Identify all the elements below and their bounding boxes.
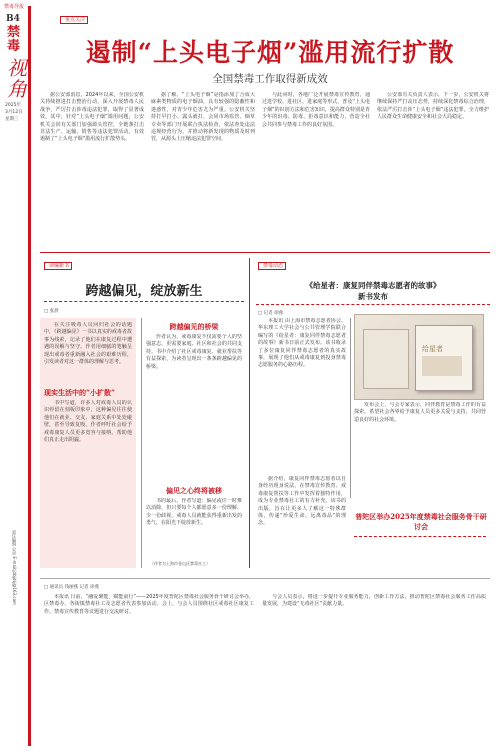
left-para-3: 书的最后，作者写道：偏见或许一时难以消除，但只要每个人都愿意多一份理解、少一份歧视，戒毒人员就能获得重新出发的勇气，在阳光下绽放新生。 bbox=[146, 498, 242, 527]
issue-date bbox=[5, 102, 23, 123]
top-section-tag: 重点关注 bbox=[65, 17, 86, 23]
headline: 遏制“上头电子烟”滥用流行扩散 bbox=[85, 38, 455, 67]
right-byline: □ 记者 徐燕 bbox=[258, 311, 284, 316]
top-article-col2: 据了解，“上头电子烟”是指添加了合成大麻素类物质的电子烟油，具有较强的隐蔽性和迷惑性，对青少年危害尤为严重。公安机关坚持打早打小、露头就打，会同市场监管、烟草专卖等部门开展联合执法检查，依法查处违法违规经营行为，并推动将新发现的物质及时列管，从源头上压缩违法犯罪空间。 bbox=[151, 92, 255, 143]
date-weekday: 星期三 bbox=[5, 117, 19, 122]
date-day: 3月12日 bbox=[5, 110, 23, 115]
left-para-2: 作者认为，戒毒康复不仅需要个人的坚强意志，更需要家庭、社区和社会的共同支持。书中介绍了社区戒毒康复、就业帮扶等有益探索，为读者呈现出一条条跨越偏见的桥梁。 bbox=[146, 334, 242, 370]
book-cover-title: 给星者 bbox=[422, 345, 443, 353]
right-title-rule bbox=[256, 304, 490, 305]
top-article-col3: 与此同时，各地广泛开展禁毒宣传教育，通过进学校、进社区、进家庭等形式，普及“上头电子烟”的识别方法和危害知识，提高群众特别是青少年的识毒、防毒、拒毒意识和能力，营造全社会共同参与禁毒工作的良好氛围。 bbox=[262, 92, 370, 128]
left-subsection-1: 现实生活中的“小扩散” bbox=[44, 388, 116, 397]
left-subsection-3: 偏见之心终将被移 bbox=[166, 486, 222, 495]
left-rail bbox=[0, 0, 34, 751]
right-article-title: 《给星者：康复同伴禁毒志愿者的故事》 bbox=[305, 281, 441, 290]
right-para-1: 本报讯 由上海市禁毒志愿者协会、华东理工大学社会与公共管理学院联合编写的《给星者：康复同伴禁毒志愿者的故事》新书日前正式发布。该书收录了多位康复同伴禁毒志愿者的真实故事，展现了他们从戒毒康复到投身禁毒志愿服务的心路历程。 bbox=[258, 318, 346, 369]
subheadline: 全国禁毒工作取得新成效 bbox=[212, 73, 328, 85]
section-title-bottom: 视角 bbox=[7, 56, 27, 101]
left-byline: □ 张晨 bbox=[44, 309, 59, 314]
bottom-divider bbox=[40, 578, 490, 579]
left-title-rule bbox=[44, 301, 244, 302]
right-sub-rule bbox=[354, 536, 486, 537]
right-section-tag: 禁毒动态 bbox=[263, 263, 284, 269]
right-para-4: 本报讯 日前，“融爱聚能，赋能前行”——2025年度普陀区禁毒社会服务骨干研讨会举办，区禁毒办、各街镇禁毒社工及志愿者代表参加活动。会上，与会人员围绕社区戒毒社区康复工作、禁毒宣传教育等议题进行交流研讨。 bbox=[44, 594, 254, 615]
left-source: （作者为上海市金山区禁毒社工） bbox=[150, 561, 210, 566]
right-col-divider bbox=[350, 318, 351, 498]
left-intro: 在关注吸毒人员回归社会的话题中，《跨越偏见》一书以真实的戒毒者故事为线索，记录了他们在康复过程中遭遇的误解与坚守。作者用细腻的笔触呈现出戒毒者重新融入社会的艰难历程，引发读者对这一群体的理解与思考。 bbox=[44, 322, 132, 366]
paper-name: 禁毒导报 bbox=[4, 4, 25, 10]
page-number: B4 bbox=[6, 14, 20, 24]
date-year: 2025年 bbox=[5, 103, 21, 108]
editor-credit: 责任编辑 吴卓 E-mail:jdbjdsj@163.com bbox=[12, 530, 17, 605]
right-para-2: 据介绍，康复同伴禁毒志愿者以自身经历现身说法，在禁毒宣传教育、戒毒康复帮扶等工作中发挥着独特作用，成为专业禁毒社工的有力补充。该书的出版，旨在让更多人了解这一特殊群体，传递“珍爱生命、远离毒品”的理念。 bbox=[258, 476, 346, 527]
left-subsection-2: 跨越偏见的桥梁 bbox=[169, 322, 219, 331]
right-para-5: 与会人员表示，将进一步提升专业服务能力，创新工作方法，推动普陀区禁毒社会服务工作高质量发展，为建设“无毒社区”贡献力量。 bbox=[262, 594, 486, 608]
rail-divider bbox=[28, 6, 31, 746]
book-cover-image bbox=[354, 314, 484, 400]
right-byline-2: □ 通讯员 钱丽燕 记者 徐燕 bbox=[44, 585, 99, 590]
right-subsection-title: 普陀区举办2025年度禁毒社会服务骨干研讨会 bbox=[355, 512, 487, 531]
middle-divider bbox=[249, 258, 250, 568]
top-article-col1: 据公安部消息，2024年以来，全国公安机关持续推进打击整治行动，深入开展禁毒人民战争，严厉打击涉毒违法犯罪，取得了显著成效。其中，针对“上头电子烟”滥用问题，公安机关会同有关部门加强源头管控，全链条打击非法生产、运输、销售等违法犯罪活动，有效遏制了“上头电子烟”滥用流行扩散势头。 bbox=[40, 92, 144, 143]
right-para-3: 发布会上，与会专家表示，同伴教育是禁毒工作的有益探索，希望社会各界给予康复人员更多关爱与支持，共同营造良好的社会环境。 bbox=[354, 402, 486, 423]
book-cover bbox=[415, 325, 473, 391]
top-divider bbox=[40, 252, 490, 253]
book-cover-illustration bbox=[422, 356, 462, 376]
top-article-col4: 公安部有关负责人表示，下一步，公安机关将继续保持严打高压态势，持续深化禁毒综合治理，依法严厉打击涉“上头电子烟”违法犯罪，全力维护人民群众生命健康安全和社会大局稳定。 bbox=[377, 92, 489, 121]
left-article-title: 跨越偏见，绽放新生 bbox=[85, 284, 203, 299]
left-col-divider bbox=[141, 318, 142, 568]
book-back bbox=[363, 329, 409, 389]
right-article-title-2: 新书发布 bbox=[358, 292, 388, 301]
left-para-1: 书中写道，许多人对戒毒人员的认识停留在刻板印象中，这种偏见往往使他们在就业、交友、家庭关系中处处碰壁，甚至导致复吸。作者呼吁社会给予戒毒康复人员更多宽容与接纳，帮助他们真正走出阴霾。 bbox=[44, 400, 132, 444]
left-section-tag: 读编新书 bbox=[49, 263, 70, 269]
section-title-top: 禁毒 bbox=[7, 25, 21, 54]
